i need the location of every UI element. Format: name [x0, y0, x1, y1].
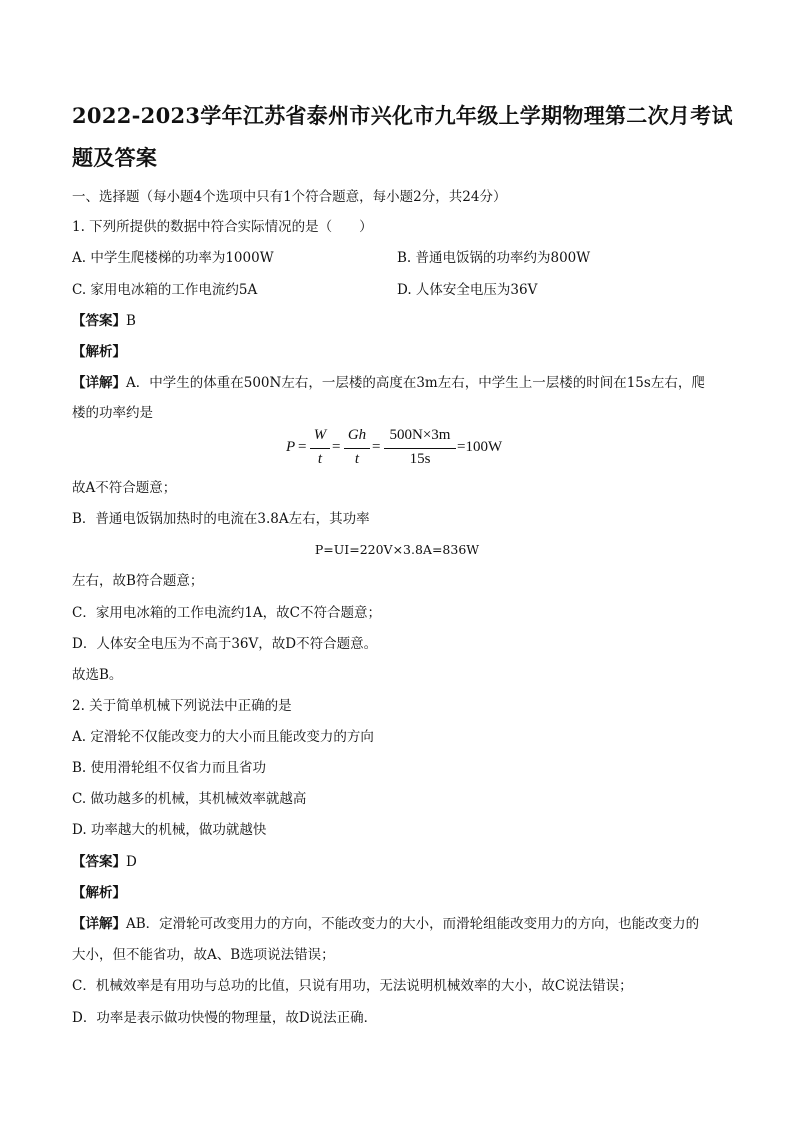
- q1-answer: [72, 311, 136, 331]
- section-heading: 一、选择题（每小题4个选项中只有1个符合题意，每小题2分，共24分）: [72, 189, 507, 205]
- q1-stem: 1. 下列所提供的数据中符合实际情况的是（ ）: [72, 219, 373, 235]
- q2-option-d: D. 功率越大的机械，做功就越快: [72, 822, 267, 838]
- q2-analysis-label: 【解析】: [72, 885, 126, 901]
- formula-denominator: 15s: [409, 451, 431, 467]
- q2-answer: [72, 852, 137, 872]
- formula-gh: [344, 427, 370, 444]
- q2-option-c: C. 做功越多的机械，其机械效率就越高: [72, 791, 307, 807]
- q2-answer-label: 【答案】: [72, 854, 126, 870]
- formula-g: G: [347, 427, 359, 443]
- formula-w: W: [313, 427, 327, 443]
- formula-equals-3: =: [372, 439, 381, 455]
- q1-option-c: C. 家用电冰箱的工作电流约5A: [72, 282, 258, 298]
- formula-t-1: t: [317, 451, 323, 467]
- q1-detail-c: C．家用电冰箱的工作电流约1A，故C不符合题意；: [72, 605, 381, 621]
- q1-option-d: D. 人体安全电压为36V: [397, 282, 538, 298]
- q2-answer-value: D: [126, 854, 137, 870]
- q1-option-b: B. 普通电饭锅的功率约为800W: [397, 250, 591, 266]
- q1-detail-d: D．人体安全电压为不高于36V，故D不符合题意。: [72, 636, 378, 652]
- formula-result: =100W: [457, 439, 503, 455]
- q2-option-a: A. 定滑轮不仅能改变力的大小而且能改变力的方向: [72, 729, 374, 745]
- fraction-bar-2: [344, 448, 370, 449]
- fraction-bar-1: [310, 448, 330, 449]
- q1-option-a: A. 中学生爬楼梯的功率为1000W: [72, 250, 274, 266]
- q1-detail-a-text: A．中学生的体重在500N左右，一层楼的高度在3m左右，中学生上一层楼的时间在15s左右，爬: [126, 375, 705, 391]
- q1-answer-label: 【答案】: [72, 313, 126, 329]
- q1-detail-a-line-2: 楼的功率约是: [72, 405, 153, 421]
- q2-detail-d: D．功率是表示做功快慢的物理量，故D说法正确．: [72, 1010, 378, 1026]
- q1-detail-label: 【详解】: [72, 375, 126, 391]
- fraction-bar-3: [384, 448, 456, 449]
- q2-stem: 2. 关于简单机械下列说法中正确的是: [72, 698, 292, 714]
- formula-t-2: t: [354, 451, 360, 467]
- q2-option-b: B. 使用滑轮组不仅省力而且省功: [72, 760, 267, 776]
- formula-p: P: [286, 439, 296, 455]
- q1-detail-a-line-1: [72, 373, 705, 393]
- formula-numerator: 500N×3m: [389, 427, 451, 443]
- q1-detail-b-line-1: B．普通电饭锅加热时的电流在3.8A左右，其功率: [72, 511, 370, 527]
- q2-detail-label: 【详解】: [72, 916, 126, 932]
- q2-detail-c: C．机械效率是有用功与总功的比值，只说有用功，无法说明机械效率的大小，故C说法错误；: [72, 978, 633, 994]
- q1-a-conclusion: 故A不符合题意；: [72, 480, 177, 496]
- q1-detail-b-line-2: 左右，故B符合题意；: [72, 573, 204, 589]
- formula-h: h: [358, 427, 367, 443]
- formula-equals-2: =: [332, 439, 341, 455]
- document-title-line-2: 题及答案: [72, 145, 158, 170]
- q1-b-formula: P=UI=220V×3.8A=836W: [314, 542, 480, 557]
- q2-detail-ab-line-2: 大小，但不能省功，故A、B选项说法错误；: [72, 947, 335, 963]
- q2-detail-ab-text: AB．定滑轮可改变用力的方向，不能改变力的大小，而滑轮组能改变用力的方向，也能改变力的: [126, 916, 700, 932]
- q1-analysis-label: 【解析】: [72, 344, 126, 360]
- q2-detail-ab-line-1: [72, 914, 699, 934]
- q1-choose: 故选B。: [72, 667, 123, 683]
- formula-equals-1: =: [298, 439, 307, 455]
- q1-answer-value: B: [126, 313, 136, 329]
- document-title-line-1: 2022-2023学年江苏省泰州市兴化市九年级上学期物理第二次月考试: [72, 103, 733, 128]
